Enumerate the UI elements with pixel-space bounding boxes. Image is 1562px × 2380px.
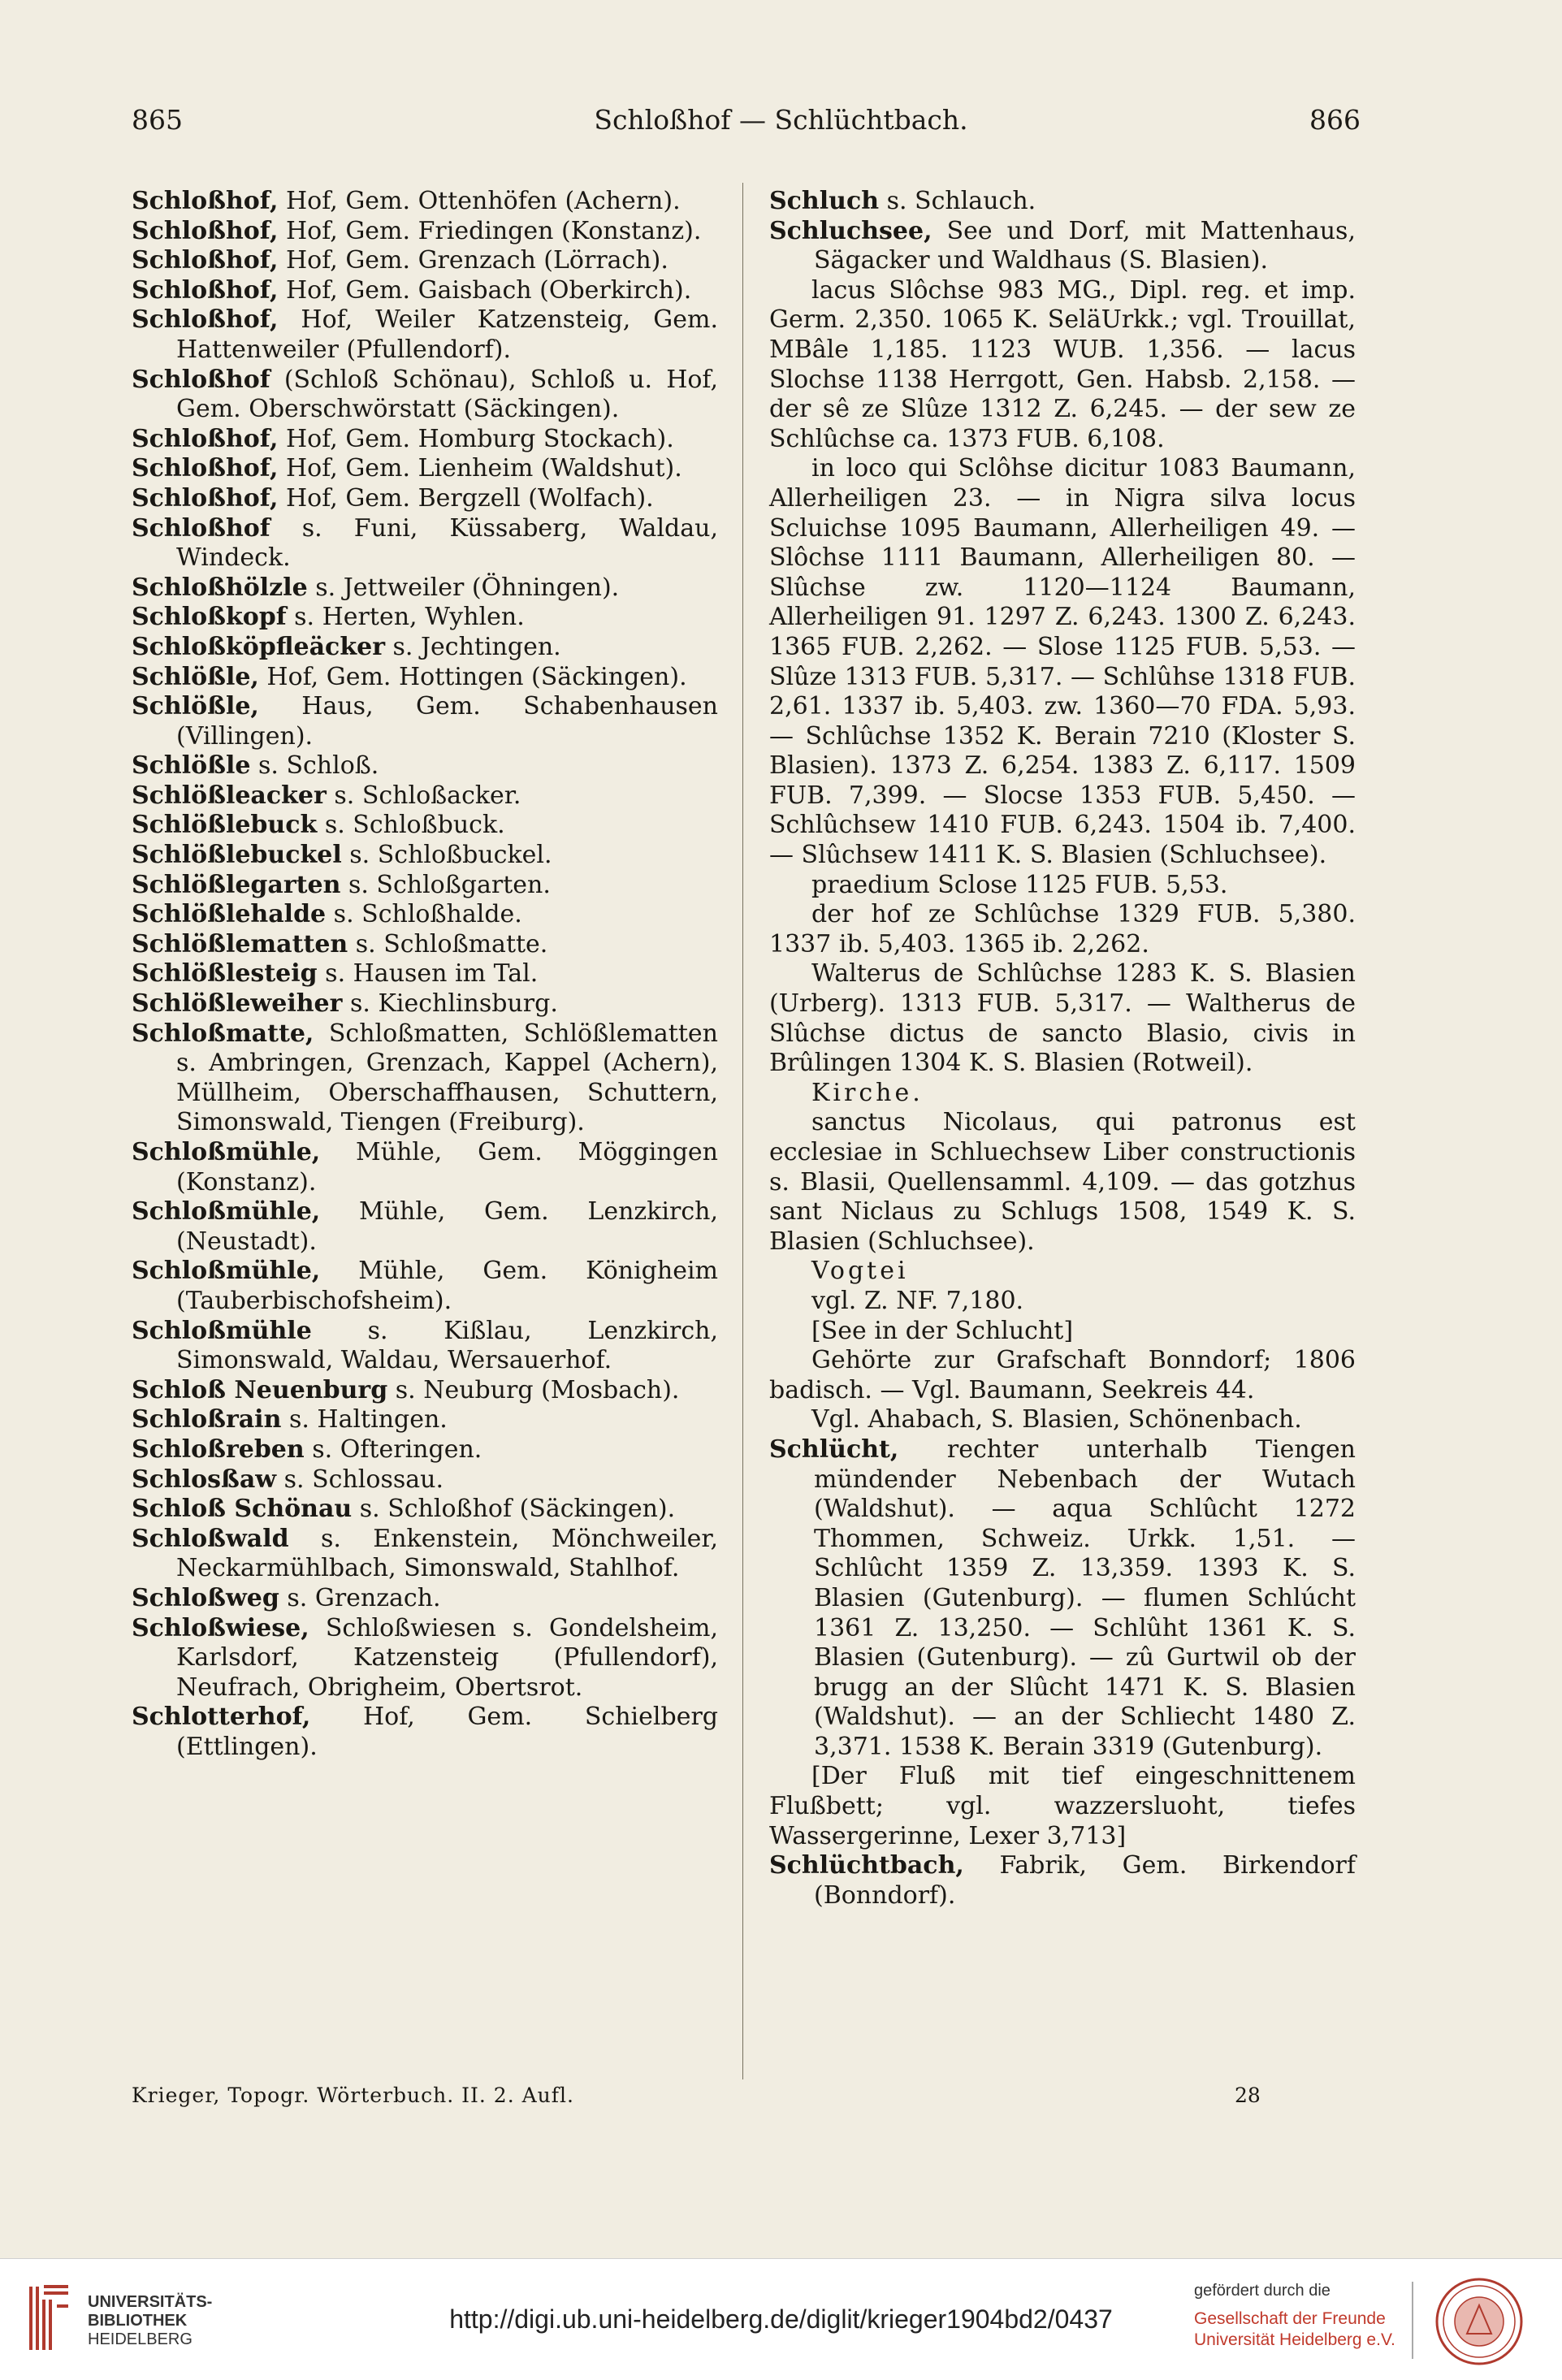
entry-headword: Schlößleweiher — [132, 989, 343, 1019]
entry-headword: Schlößle, — [132, 662, 259, 691]
entry-text: s. Hausen im Tal. — [317, 959, 539, 989]
entry-text: s. Schloßbuckel. — [341, 841, 552, 870]
signature-mark: 28 — [1235, 2084, 1261, 2107]
dictionary-entry — [132, 1317, 718, 1376]
entry-headword: Schlüchtbach, — [769, 1851, 964, 1880]
citation-paragraph: Gehörte zur Grafschaft Bonndorf; 1806 badisch. — Vgl. Baumann, Seekreis 44. — [769, 1346, 1356, 1404]
dictionary-entry — [132, 1435, 718, 1465]
citation-paragraph: in loco qui Sclôhse dicitur 1083 Baumann, Allerheiligen 23. — in Nigra silva locus Scluichse 1095 Baumann, Allerheiligen 49. — Slôchse 1111 Baumann, Allerheiligen 80. — Slûchse zw. 1120—1124 Baumann, Allerheiligen 91. 1297 Z. 6,243. 1300 Z. 6,243. 1365 FUB. 2,262. — Slose 1125 FUB. 5,53. — Slûze 1313 FUB. 5,317. — Schlûhse 1318 FUB. 2,61. 1337 ib. 5,403. zw. 1360—70 FDA. 5,93. — Schlûchse 1352 K. Berain 7210 (Kloster S. Blasien). 1373 Z. 6,254. 1383 Z. 6,117. 1509 FUB. 7,399. — Slocse 1353 FUB. 5,450. — Schlûchsew 1410 FUB. 6,243. 1504 ib. 7,400. — Slûchsew 1411 K. S. Blasien (Schluchsee). — [769, 454, 1356, 870]
dictionary-entry — [132, 1138, 718, 1197]
entry-headword: Schlößlehalde — [132, 900, 327, 929]
entry-headword: Schloßhof, — [132, 424, 279, 453]
dictionary-entry — [132, 1495, 718, 1525]
entry-text: s. Schlossau. — [276, 1465, 444, 1494]
footer-citation: Krieger, Topogr. Wörterbuch. II. 2. Aufl. — [132, 2084, 574, 2107]
entry-text: s. Kißlau, Lenzkirch, Simonswald, Waldau, Wersauerhof. — [176, 1316, 718, 1375]
dictionary-entry — [132, 959, 718, 989]
entry-text: s. Schlauch. — [879, 187, 1036, 215]
citation-paragraph: lacus Slôchse 983 MG., Dipl. reg. et imp. Germ. 2,350. 1065 K. SeläUrkk.; vgl. Trouillat, MBâle 1,185. 1123 WUB. 1,356. — lacus Slochse 1138 Herrgott, Gen. Habsb. 2,158. — der sê ze Slûze 1312 Z. 6,245. — der sew ze Schlûchse ca. 1373 FUB. 6,108. — [769, 275, 1356, 453]
entry-headword: Schloßmühle, — [132, 1197, 321, 1227]
entry-headword: Schloßmühle — [132, 1316, 312, 1345]
dictionary-entry — [132, 751, 718, 781]
entry-headword: Schloßmühle, — [132, 1138, 321, 1166]
university-seal-icon — [1434, 2277, 1524, 2366]
entry-headword: Schloß Neuenburg — [132, 1375, 388, 1404]
entry-text: s. Ofteringen. — [304, 1434, 482, 1464]
dictionary-entry — [132, 930, 718, 960]
entry-text: Hof, Gem. Lienheim (Waldshut). — [278, 454, 682, 483]
entry-headword: Schloßhölzle — [132, 573, 308, 602]
entry-text: rechter unterhalb Tiengen mündender Nebenbach der Wutach (Waldshut). — aqua Schlûcht 1272 Thommen, Schweiz. Urkk. 1,51. — Schlûcht 1359 Z. 13,359. 1393 K. S. Blasien (Gutenburg). — flumen Schlúcht 1361 Z. 13,250. — Schlûht 1361 K. S. Blasien (Gutenburg). — zû Gurtwil ob der brugg an der Slûcht 1471 K. S. Blasien (Waldshut). — an der Schliecht 1480 Z. 3,371. 1538 K. Berain 3319 (Gutenburg). — [814, 1434, 1356, 1761]
entry-headword: Schloßmühle, — [132, 1257, 321, 1286]
entry-headword: Schluchsee, — [769, 216, 932, 245]
entry-headword: Schlößlegarten — [132, 870, 341, 899]
dictionary-entry — [132, 454, 718, 484]
entry-headword: Schloßweg — [132, 1583, 279, 1612]
dictionary-entry — [132, 900, 718, 930]
viewer-footer-bar — [0, 2258, 1562, 2380]
dictionary-entry — [769, 217, 1356, 276]
dictionary-entry — [132, 1376, 718, 1406]
entry-text: s. Jechtingen. — [385, 632, 561, 661]
entry-text: Hof, Weiler Katzensteig, Gem. Hattenweiler (Pfullendorf). — [176, 305, 718, 364]
entry-text: s. Haltingen. — [281, 1405, 448, 1434]
dictionary-entry — [132, 305, 718, 365]
permalink-url[interactable]: http://digi.ub.uni-heidelberg.de/diglit/krieger1904bd2/0437 — [449, 2304, 1113, 2334]
entry-text: s. Kiechlinsburg. — [342, 989, 558, 1019]
dictionary-entry — [132, 1019, 718, 1138]
library-name-line1: UNIVERSITÄTS- — [88, 2293, 213, 2311]
column-divider — [742, 183, 743, 2079]
entry-text: Haus, Gem. Schabenhausen (Villingen). — [176, 692, 718, 751]
entry-headword: Schluch — [769, 187, 880, 215]
entry-text: Hof, Gem. Schielberg (Ettlingen). — [176, 1703, 718, 1761]
dictionary-entry — [132, 989, 718, 1019]
dictionary-entry — [132, 663, 718, 693]
sponsor-name-line2: Universität Heidelberg e.V. — [1194, 2330, 1395, 2349]
citation-paragraph: [Der Fluß mit tief eingeschnittenem Flußbett; vgl. wazzersluoht, tiefes Wassergerinne, Lexer 3,713] — [769, 1762, 1356, 1850]
citation-paragraph: praedium Sclose 1125 FUB. 5,53. — [811, 870, 1228, 899]
dictionary-entry — [132, 1257, 718, 1316]
dictionary-entry — [132, 1405, 718, 1435]
entry-headword: Schlößle, — [132, 692, 259, 721]
entry-text: s. Schloßbuck. — [317, 811, 505, 840]
entry-headword: Schloßhof, — [132, 187, 279, 215]
entry-headword: Schlößlematten — [132, 929, 348, 958]
entry-text: s. Jettweiler (Öhningen). — [307, 573, 620, 602]
dictionary-entry — [132, 811, 718, 841]
entry-headword: Schloßwiese, — [132, 1613, 309, 1642]
citation-paragraph: der hof ze Schlûchse 1329 FUB. 5,380. 1337 ib. 5,403. 1365 ib. 2,262. — [769, 900, 1356, 958]
dictionary-entry — [132, 1525, 718, 1584]
citation-paragraph: [See in der Schlucht] — [811, 1316, 1074, 1345]
entry-text: s. Schloßgarten. — [340, 870, 551, 899]
entry-text: Mühle, Gem. Königheim (Tauberbischofsheim). — [176, 1257, 718, 1315]
entry-headword: Schloßmatte, — [132, 1019, 314, 1048]
entry-headword: Schlößlesteig — [132, 959, 318, 989]
dictionary-entry — [132, 1465, 718, 1495]
entry-headword: Schloßhof — [132, 513, 270, 543]
dictionary-entry — [132, 781, 718, 811]
entry-headword: Schlosßaw — [132, 1465, 277, 1494]
entry-text: Hof, Gem. Hottingen (Säckingen). — [258, 662, 687, 691]
dictionary-entry — [132, 1614, 718, 1703]
running-title: Schloßhof — Schlüchtbach. — [594, 104, 968, 136]
entry-headword: Schloßköpfleäcker — [132, 632, 385, 661]
entry-headword: Schlücht, — [769, 1434, 899, 1464]
library-name-line2: BIBLIOTHEK — [88, 2312, 188, 2330]
dictionary-entry — [769, 1851, 1356, 1910]
sponsor-divider — [1412, 2282, 1413, 2359]
entry-text: s. Grenzach. — [279, 1583, 441, 1612]
entry-headword: Schloßhof, — [132, 275, 279, 305]
entry-text: Schloßmatten, Schlößlematten s. Ambringen, Grenzach, Kappel (Achern), Müllheim, Oberschaffhausen, Schuttern, Simonswald, Tiengen (Freiburg). — [176, 1019, 718, 1137]
section-heading: Vogtei — [811, 1257, 909, 1286]
entry-text: Hof, Gem. Bergzell (Wolfach). — [278, 483, 654, 513]
entry-headword: Schloßhof, — [132, 305, 279, 335]
entry-headword: Schloßkopf — [132, 603, 287, 632]
entry-headword: Schloßwald — [132, 1524, 289, 1553]
entry-text: Mühle, Gem. Möggingen (Konstanz). — [176, 1138, 718, 1196]
dictionary-entry — [132, 603, 718, 633]
citation-paragraph: vgl. Z. NF. 7,180. — [811, 1286, 1024, 1315]
citation-paragraph: Vgl. Ahabach, S. Blasien, Schönenbach. — [811, 1405, 1302, 1434]
dictionary-entry — [769, 1435, 1356, 1763]
entry-headword: Schloß Schönau — [132, 1495, 353, 1524]
sponsor-name-line1: Gesellschaft der Freunde — [1194, 2309, 1386, 2328]
dictionary-entry — [132, 1197, 718, 1257]
dictionary-entry — [132, 871, 718, 901]
dictionary-entry — [132, 514, 718, 573]
entry-headword: Schloßhof, — [132, 483, 279, 513]
page-number-right: 866 — [1309, 104, 1361, 136]
dictionary-entry — [132, 692, 718, 751]
entry-text: (Schloß Schönau), Schloß u. Hof, Gem. Oberschwörstatt (Säckingen). — [176, 365, 718, 424]
entry-headword: Schloßrain — [132, 1405, 282, 1434]
entry-headword: Schloßhof, — [132, 246, 279, 275]
entry-text: Mühle, Gem. Lenzkirch, (Neustadt). — [176, 1197, 718, 1256]
dictionary-entry — [132, 573, 718, 604]
entry-text: s. Enkenstein, Mönchweiler, Neckarmühlbach, Simonswald, Stahlhof. — [176, 1524, 718, 1583]
entry-text: s. Neuburg (Mosbach). — [387, 1375, 680, 1404]
entry-text: Hof, Gem. Grenzach (Lörrach). — [278, 246, 669, 275]
sponsor-block — [1194, 2282, 1438, 2351]
page-number-left: 865 — [132, 104, 183, 136]
entry-text: See und Dorf, mit Mattenhaus, Sägacker und Waldhaus (S. Blasien). — [814, 216, 1356, 275]
dictionary-entry — [132, 276, 718, 306]
entry-headword: Schlößlebuck — [132, 811, 318, 840]
entry-text: s. Herten, Wyhlen. — [286, 603, 525, 632]
entry-text: s. Funi, Küssaberg, Waldau, Windeck. — [176, 513, 718, 573]
entry-headword: Schlößleacker — [132, 781, 327, 810]
dictionary-entry — [769, 187, 1356, 217]
entry-text: Hof, Gem. Friedingen (Konstanz). — [278, 216, 702, 245]
dictionary-entry — [132, 425, 718, 455]
funded-by-text: gefördert durch die — [1194, 2282, 1331, 2300]
dictionary-entry — [132, 1584, 718, 1614]
left-column — [132, 187, 718, 2079]
dictionary-entry — [132, 841, 718, 871]
entry-text: Schloßwiesen s. Gondelsheim, Karlsdorf, Katzensteig (Pfullendorf), Neufrach, Obrigheim, Obertsrot. — [176, 1613, 718, 1702]
entry-headword: Schlößle — [132, 751, 251, 781]
entry-text: s. Schloßhalde. — [326, 900, 522, 929]
dictionary-entry — [132, 1703, 718, 1762]
entry-text: Fabrik, Gem. Birkendorf (Bonndorf). — [814, 1851, 1356, 1910]
entry-text: Hof, Gem. Homburg Stockach). — [278, 424, 674, 453]
entry-headword: Schloßhof, — [132, 216, 279, 245]
entry-headword: Schloßreben — [132, 1434, 305, 1464]
entry-headword: Schlößlebuckel — [132, 841, 342, 870]
entry-headword: Schloßhof, — [132, 454, 279, 483]
citation-paragraph: sanctus Nicolaus, qui patronus est ecclesiae in Schluechsew Liber constructionis s. Blasii, Quellensamml. 4,109. — das gotzhus sant Niclaus zu Schlugs 1508, 1549 K. S. Blasien (Schluchsee). — [769, 1108, 1356, 1256]
dictionary-entry — [132, 217, 718, 247]
dictionary-entry — [132, 187, 718, 217]
entry-headword: Schlotterhof, — [132, 1703, 311, 1732]
section-heading: Kirche. — [811, 1078, 924, 1107]
entry-text: s. Schloßhof (Säckingen). — [352, 1495, 676, 1524]
entry-headword: Schloßhof — [132, 365, 270, 394]
dictionary-entry — [132, 246, 718, 276]
right-column — [769, 187, 1356, 2079]
entry-text: s. Schloßacker. — [326, 781, 521, 810]
entry-text: s. Schloß. — [250, 751, 379, 781]
library-name-line3: HEIDELBERG — [88, 2330, 193, 2348]
dictionary-entry — [132, 633, 718, 663]
entry-text: s. Schloßmatte. — [348, 929, 548, 958]
dictionary-entry — [132, 366, 718, 425]
dictionary-entry — [132, 484, 718, 514]
entry-text: Hof, Gem. Ottenhöfen (Achern). — [278, 187, 681, 215]
entry-text: Hof, Gem. Gaisbach (Oberkirch). — [278, 275, 692, 305]
citation-paragraph: Walterus de Schlûchse 1283 K. S. Blasien (Urberg). 1313 FUB. 5,317. — Waltherus de Slûchse dictus de sancto Blasio, civis in Brûlingen 1304 K. S. Blasien (Rotweil). — [769, 959, 1356, 1078]
